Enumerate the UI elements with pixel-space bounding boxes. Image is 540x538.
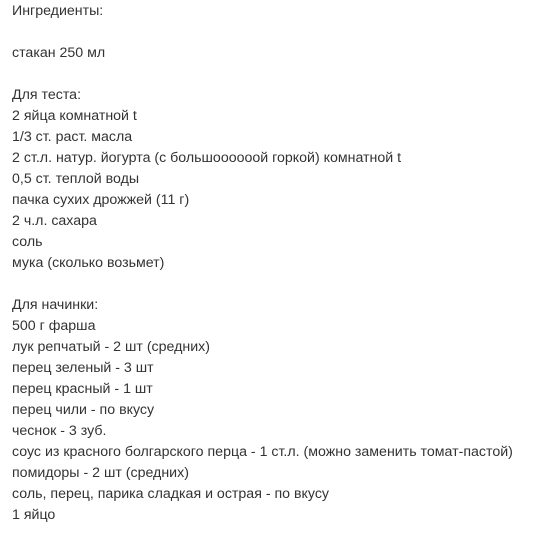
filling-item: соль, перец, парика сладкая и острая - по вкусу — [12, 486, 330, 502]
filling-item: перец зеленый - 3 шт — [12, 360, 154, 376]
spacer — [12, 274, 532, 295]
spacer — [12, 22, 532, 43]
filling-item: перец чили - по вкусу — [12, 402, 155, 418]
filling-item: 500 г фарша — [12, 318, 96, 334]
filling-item: лук репчатый - 2 шт (средних) — [12, 339, 210, 355]
filling-item: помидоры - 2 шт (средних) — [12, 465, 189, 481]
cup-size-note: стакан 250 мл — [12, 45, 106, 61]
filling-item: 1 яйцо — [12, 507, 56, 523]
dough-section-title: Для теста: — [12, 87, 82, 103]
dough-item: 2 яйца комнатной t — [12, 108, 137, 124]
dough-item: 1/3 ст. раст. масла — [12, 129, 133, 145]
dough-item: мука (сколько возьмет) — [12, 255, 165, 271]
filling-section-title: Для начинки: — [12, 297, 99, 313]
spacer — [12, 64, 532, 85]
dough-item: 0,5 ст. теплой воды — [12, 171, 140, 187]
dough-item: соль — [12, 234, 43, 250]
dough-item: пачка сухих дрожжей (11 г) — [12, 192, 190, 208]
ingredients-heading: Ингредиенты: — [12, 3, 104, 19]
filling-item: соус из красного болгарского перца - 1 ст.л. (можно заменить томат-пастой) — [12, 444, 513, 460]
filling-item: чеснок - 3 зуб. — [12, 423, 107, 439]
dough-item: 2 ч.л. сахара — [12, 213, 97, 229]
recipe-text — [12, 0, 532, 526]
filling-item: перец красный - 1 шт — [12, 381, 153, 397]
dough-item: 2 ст.л. натур. йогурта (с большоооооой горкой) комнатной t — [12, 150, 402, 166]
